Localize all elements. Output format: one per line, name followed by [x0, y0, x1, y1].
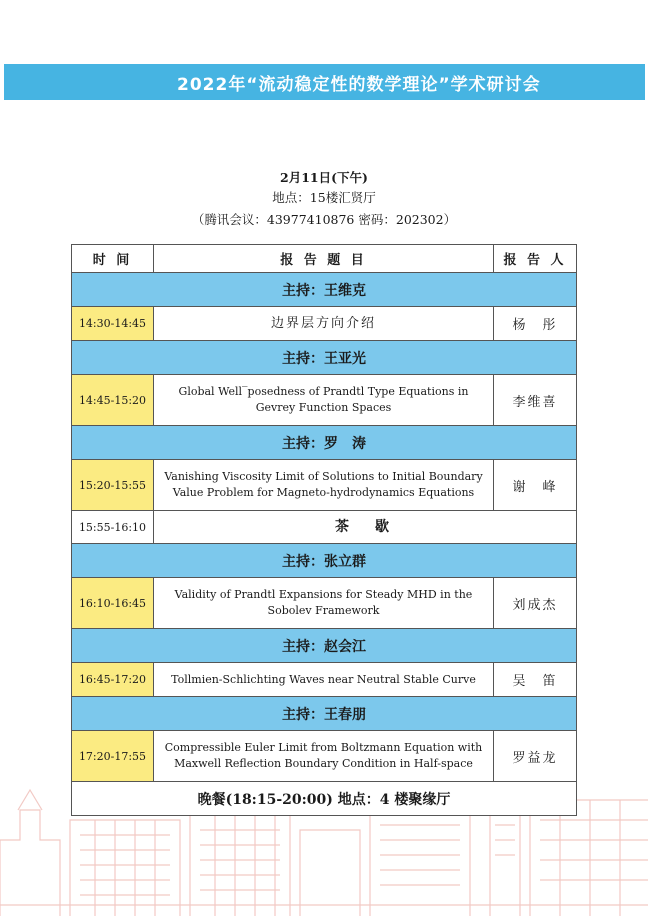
- schedule-table: [71, 244, 577, 816]
- chair-row: [72, 544, 577, 578]
- time-cell: 14:30-14:45: [72, 307, 154, 341]
- speaker-name: 吴 笛: [494, 663, 577, 697]
- speaker-name: 杨 彤: [494, 307, 577, 341]
- table-row: [72, 375, 577, 426]
- meeting-info: （腾讯会议：43977410876 密码：202302）: [191, 212, 457, 227]
- speaker-name: 罗益龙: [494, 731, 577, 782]
- talk-title: 边界层方向介绍: [154, 307, 494, 341]
- table-row: [72, 731, 577, 782]
- chair-label: 主持：王春朋: [72, 697, 577, 731]
- time-cell: 17:20-17:55: [72, 731, 154, 782]
- chair-label: 主持：罗 涛: [72, 426, 577, 460]
- time-cell: 15:20-15:55: [72, 460, 154, 511]
- speaker-name: 李维喜: [494, 375, 577, 426]
- time-cell: 14:45-15:20: [72, 375, 154, 426]
- chair-label: 主持：张立群: [72, 544, 577, 578]
- speaker-name: 谢 峰: [494, 460, 577, 511]
- chair-row: [72, 273, 577, 307]
- header-speaker: 报 告 人: [494, 245, 577, 273]
- talk-title: Vanishing Viscosity Limit of Solutions to Initial Boundary Value Problem for Magneto-hydrodynamics Equations: [154, 460, 494, 511]
- chair-row: [72, 629, 577, 663]
- table-header-row: [72, 245, 577, 273]
- chair-row: [72, 426, 577, 460]
- time-cell: 16:10-16:45: [72, 578, 154, 629]
- session-date: 2月11日(下午): [280, 170, 368, 185]
- break-row: [72, 511, 577, 544]
- speaker-name: 刘成杰: [494, 578, 577, 629]
- session-venue: 地点：15楼汇贤厅: [272, 190, 376, 205]
- break-label: 茶 歇: [154, 511, 577, 544]
- table-row: [72, 460, 577, 511]
- chair-row: [72, 697, 577, 731]
- table-row: [72, 578, 577, 629]
- chair-label: 主持：赵会江: [72, 629, 577, 663]
- page-title: 2022年“流动稳定性的数学理论”学术研讨会: [177, 74, 541, 95]
- table-row: [72, 307, 577, 341]
- talk-title: Validity of Prandtl Expansions for Steady MHD in the Sobolev Framework: [154, 578, 494, 629]
- dinner-info: 晚餐(18:15-20:00) 地点：4 楼聚缘厅: [72, 782, 577, 816]
- talk-title: Tollmien-Schlichting Waves near Neutral Stable Curve: [154, 663, 494, 697]
- time-cell: 15:55-16:10: [72, 511, 154, 544]
- dinner-row: [72, 782, 577, 816]
- chair-label: 主持：王维克: [72, 273, 577, 307]
- header-time: 时 间: [72, 245, 154, 273]
- talk-title: Compressible Euler Limit from Boltzmann Equation with Maxwell Reflection Boundary Condition in Half-space: [154, 731, 494, 782]
- talk-title: Global Well‾posedness of Prandtl Type Equations in Gevrey Function Spaces: [154, 375, 494, 426]
- time-cell: 16:45-17:20: [72, 663, 154, 697]
- chair-label: 主持：王亚光: [72, 341, 577, 375]
- chair-row: [72, 341, 577, 375]
- header-title: 报 告 题 目: [154, 245, 494, 273]
- title-banner: [4, 64, 645, 100]
- table-row: [72, 663, 577, 697]
